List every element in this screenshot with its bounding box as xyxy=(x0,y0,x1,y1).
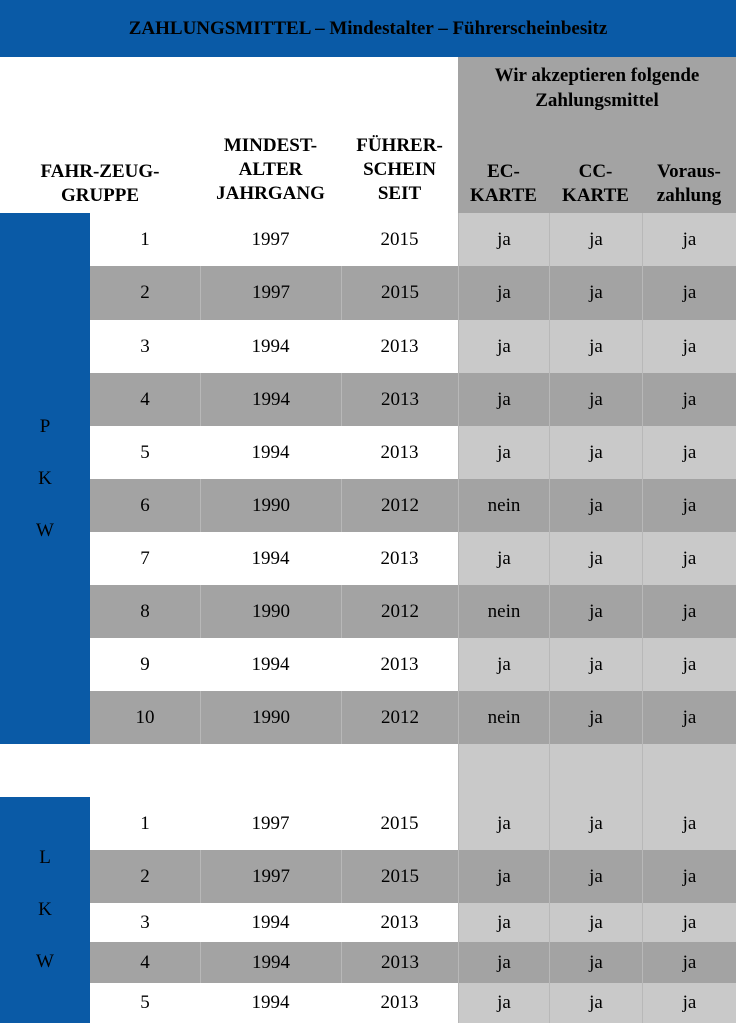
pkw-value-jahrgang: 1994 xyxy=(252,388,290,410)
lkw-cell-jahrgang xyxy=(200,983,341,1023)
lkw-cell-cc xyxy=(549,983,642,1023)
pkw-cell-ec xyxy=(458,638,549,691)
header-ec-karte-line: EC- xyxy=(487,161,520,182)
pkw-cell-ec xyxy=(458,585,549,638)
lkw-value-group: 5 xyxy=(140,992,150,1013)
lkw-value-seit: 2013 xyxy=(380,911,419,933)
lkw-value-vorauszahlung: ja xyxy=(682,951,697,973)
payment-header-title xyxy=(458,63,736,117)
lkw-cell-ec xyxy=(458,942,549,983)
pkw-value-jahrgang: 1994 xyxy=(251,547,290,569)
header-ec-karte-line: KARTE xyxy=(470,185,537,206)
pkw-value-jahrgang: 1997 xyxy=(252,282,290,303)
pkw-value-vorauszahlung: ja xyxy=(682,547,697,569)
pkw-cell-seit xyxy=(341,691,458,744)
lkw-value-seit: 2015 xyxy=(381,865,419,887)
lkw-value-cc: ja xyxy=(589,865,603,887)
pkw-letter: K xyxy=(38,467,52,489)
pkw-cell-seit xyxy=(341,585,458,638)
pkw-value-group: 9 xyxy=(140,653,150,675)
pkw-cell-vorauszahlung xyxy=(642,320,736,373)
pkw-cell-jahrgang xyxy=(200,266,341,320)
payment-title-line: Zahlungsmittel xyxy=(535,90,659,111)
lkw-value-ec: ja xyxy=(497,911,511,933)
pkw-value-seit: 2013 xyxy=(380,441,419,463)
payment-title-line: Wir akzeptieren folgende xyxy=(494,65,700,86)
pkw-cell-cc xyxy=(549,585,642,638)
pkw-cell-group xyxy=(90,585,200,638)
pkw-cell-cc xyxy=(549,320,642,373)
pkw-cell-cc xyxy=(549,638,642,691)
lkw-cell-seit xyxy=(341,903,458,942)
pkw-cell-seit xyxy=(341,266,458,320)
pkw-value-vorauszahlung: ja xyxy=(682,600,697,622)
pkw-value-ec: ja xyxy=(497,228,511,250)
pkw-value-jahrgang: 1994 xyxy=(251,335,290,357)
pkw-cell-jahrgang xyxy=(200,213,341,266)
lkw-cell-ec xyxy=(458,797,549,850)
pkw-value-group: 5 xyxy=(140,441,150,463)
lkw-cell-group xyxy=(90,942,200,983)
lkw-value-seit: 2013 xyxy=(381,951,419,973)
lkw-cell-cc xyxy=(549,903,642,942)
pkw-cell-seit xyxy=(341,373,458,426)
pkw-value-group: 3 xyxy=(140,335,150,357)
lkw-value-jahrgang: 1997 xyxy=(252,865,290,887)
pkw-cell-jahrgang xyxy=(200,320,341,373)
pkw-value-ec: nein xyxy=(487,494,521,516)
pkw-value-ec: ja xyxy=(497,388,511,410)
pkw-cell-jahrgang xyxy=(200,691,341,744)
pkw-cell-seit xyxy=(341,213,458,266)
lkw-cell-ec xyxy=(458,983,549,1023)
pkw-value-ec: ja xyxy=(497,282,511,303)
pkw-cell-vorauszahlung xyxy=(642,691,736,744)
pkw-value-cc: ja xyxy=(589,388,603,410)
pkw-value-seit: 2012 xyxy=(381,494,419,516)
pkw-value-jahrgang: 1994 xyxy=(251,441,290,463)
lkw-letter: L xyxy=(39,847,51,868)
header-mindestalter xyxy=(200,134,341,204)
lkw-value-seit: 2013 xyxy=(380,992,419,1013)
pkw-cell-vorauszahlung xyxy=(642,373,736,426)
pkw-value-cc: ja xyxy=(589,282,603,303)
lkw-cell-jahrgang xyxy=(200,797,341,850)
lkw-cell-ec xyxy=(458,850,549,903)
pkw-cell-jahrgang xyxy=(200,426,341,479)
pkw-cell-group xyxy=(90,479,200,532)
lkw-value-jahrgang: 1994 xyxy=(252,951,290,973)
lkw-cell-group xyxy=(90,903,200,942)
pkw-value-vorauszahlung: ja xyxy=(682,282,697,303)
header-fuehrerschein-line: SEIT xyxy=(377,183,422,204)
header-mindestalter-line: JAHRGANG xyxy=(216,183,325,204)
header-cc-karte xyxy=(549,160,642,220)
pkw-cell-cc xyxy=(549,426,642,479)
header-fuehrerschein-line: FÜHRER- xyxy=(356,135,443,156)
pkw-cell-jahrgang xyxy=(200,479,341,532)
pkw-value-cc: ja xyxy=(589,600,603,622)
pkw-cell-vorauszahlung xyxy=(642,213,736,266)
pkw-cell-seit xyxy=(341,638,458,691)
pkw-cell-group xyxy=(90,320,200,373)
pkw-cell-group xyxy=(90,213,200,266)
pkw-cell-jahrgang xyxy=(200,373,341,426)
pkw-value-vorauszahlung: ja xyxy=(682,653,697,675)
pkw-cell-jahrgang xyxy=(200,532,341,585)
pkw-value-seit: 2012 xyxy=(381,600,419,622)
lkw-value-ec: ja xyxy=(497,951,511,973)
pkw-value-cc: ja xyxy=(589,494,603,516)
pkw-letter: W xyxy=(36,519,54,541)
pkw-value-seit: 2013 xyxy=(380,547,419,569)
pkw-cell-ec xyxy=(458,266,549,320)
lkw-value-jahrgang: 1994 xyxy=(251,992,290,1013)
pkw-value-cc: ja xyxy=(589,653,603,675)
pkw-value-jahrgang: 1994 xyxy=(251,653,290,675)
pkw-value-group: 1 xyxy=(140,228,150,250)
lkw-group-label xyxy=(0,797,90,1023)
lkw-letter: W xyxy=(36,951,54,972)
pkw-cell-group xyxy=(90,638,200,691)
pkw-value-seit: 2013 xyxy=(380,335,419,357)
lkw-value-cc: ja xyxy=(589,812,603,834)
pkw-value-ec: ja xyxy=(497,653,511,675)
pkw-value-vorauszahlung: ja xyxy=(682,494,697,516)
pkw-cell-seit xyxy=(341,426,458,479)
title-text: ZAHLUNGSMITTEL – Mindestalter – Führerscheinbesitz xyxy=(128,17,608,39)
pkw-cell-vorauszahlung xyxy=(642,585,736,638)
lkw-value-cc: ja xyxy=(589,911,603,933)
lkw-cell-group xyxy=(90,850,200,903)
pkw-cell-ec xyxy=(458,532,549,585)
pkw-cell-ec xyxy=(458,479,549,532)
pkw-value-group: 7 xyxy=(140,547,150,569)
pkw-value-ec: ja xyxy=(497,547,511,569)
pkw-cell-vorauszahlung xyxy=(642,638,736,691)
lkw-cell-seit xyxy=(341,797,458,850)
header-mindestalter-line: MINDEST- xyxy=(223,135,318,156)
lkw-value-vorauszahlung: ja xyxy=(682,911,697,933)
lkw-cell-vorauszahlung xyxy=(642,942,736,983)
gap-cell xyxy=(458,744,549,797)
header-fahrzeuggruppe-line: GRUPPE xyxy=(60,185,140,206)
lkw-cell-seit xyxy=(341,942,458,983)
pkw-cell-seit xyxy=(341,479,458,532)
pkw-value-group: 2 xyxy=(140,282,150,303)
pkw-value-group: 10 xyxy=(135,706,155,728)
lkw-value-ec: ja xyxy=(497,992,511,1013)
lkw-cell-vorauszahlung xyxy=(642,797,736,850)
pkw-cell-ec xyxy=(458,373,549,426)
lkw-value-seit: 2015 xyxy=(380,812,419,834)
pkw-value-cc: ja xyxy=(589,706,603,728)
pkw-value-vorauszahlung: ja xyxy=(682,388,697,410)
pkw-value-group: 4 xyxy=(140,388,150,410)
pkw-value-ec: ja xyxy=(497,441,511,463)
pkw-cell-cc xyxy=(549,266,642,320)
header-cc-karte-line: CC- xyxy=(578,161,613,182)
pkw-cell-seit xyxy=(341,532,458,585)
lkw-cell-cc xyxy=(549,850,642,903)
pkw-cell-jahrgang xyxy=(200,585,341,638)
pkw-value-ec: nein xyxy=(487,600,521,622)
pkw-group-label xyxy=(0,213,90,744)
pkw-cell-ec xyxy=(458,213,549,266)
pkw-cell-cc xyxy=(549,532,642,585)
lkw-value-jahrgang: 1994 xyxy=(251,911,290,933)
pkw-cell-jahrgang xyxy=(200,638,341,691)
pkw-value-group: 8 xyxy=(140,600,150,622)
pkw-cell-vorauszahlung xyxy=(642,266,736,320)
pkw-value-seit: 2015 xyxy=(381,282,419,303)
header-vorauszahlung xyxy=(642,160,736,220)
lkw-value-group: 1 xyxy=(140,812,150,834)
lkw-value-group: 2 xyxy=(140,865,150,887)
lkw-value-ec: ja xyxy=(497,865,511,887)
pkw-cell-ec xyxy=(458,320,549,373)
pkw-letter: P xyxy=(39,415,51,437)
pkw-value-jahrgang: 1990 xyxy=(252,494,290,516)
lkw-value-cc: ja xyxy=(589,992,603,1013)
pkw-cell-seit xyxy=(341,320,458,373)
pkw-value-group: 6 xyxy=(140,494,150,516)
pkw-cell-cc xyxy=(549,479,642,532)
lkw-value-jahrgang: 1997 xyxy=(251,812,290,834)
pkw-cell-group xyxy=(90,266,200,320)
pkw-cell-group xyxy=(90,373,200,426)
header-cc-karte-line: KARTE xyxy=(562,185,629,206)
header-fuehrerschein-line: SCHEIN xyxy=(363,159,436,180)
lkw-value-vorauszahlung: ja xyxy=(682,865,697,887)
pkw-value-vorauszahlung: ja xyxy=(682,228,697,250)
pkw-value-cc: ja xyxy=(589,547,603,569)
pkw-cell-cc xyxy=(549,691,642,744)
lkw-value-group: 4 xyxy=(140,951,150,973)
lkw-cell-jahrgang xyxy=(200,903,341,942)
pkw-value-cc: ja xyxy=(589,335,603,357)
pkw-value-ec: nein xyxy=(487,706,521,728)
lkw-cell-jahrgang xyxy=(200,850,341,903)
lkw-value-cc: ja xyxy=(589,951,603,973)
pkw-cell-group xyxy=(90,426,200,479)
lkw-letter: K xyxy=(38,899,52,920)
lkw-cell-seit xyxy=(341,850,458,903)
pkw-cell-group xyxy=(90,691,200,744)
pkw-value-seit: 2013 xyxy=(380,653,419,675)
pkw-value-vorauszahlung: ja xyxy=(682,335,697,357)
lkw-value-vorauszahlung: ja xyxy=(682,812,697,834)
lkw-cell-ec xyxy=(458,903,549,942)
pkw-value-jahrgang: 1990 xyxy=(252,600,290,622)
lkw-cell-seit xyxy=(341,983,458,1023)
pkw-cell-cc xyxy=(549,213,642,266)
header-fahrzeuggruppe xyxy=(10,160,190,220)
pkw-value-jahrgang: 1997 xyxy=(251,228,290,250)
lkw-cell-cc xyxy=(549,942,642,983)
pkw-value-ec: ja xyxy=(497,335,511,357)
pkw-value-seit: 2012 xyxy=(381,706,419,728)
pkw-cell-ec xyxy=(458,691,549,744)
header-ec-karte xyxy=(458,160,549,220)
pkw-value-seit: 2015 xyxy=(380,228,419,250)
header-vorauszahlung-line: Voraus- xyxy=(657,161,721,182)
header-mindestalter-line: ALTER xyxy=(238,159,303,180)
pkw-cell-ec xyxy=(458,426,549,479)
pkw-cell-vorauszahlung xyxy=(642,532,736,585)
pkw-cell-cc xyxy=(549,373,642,426)
pkw-cell-vorauszahlung xyxy=(642,479,736,532)
lkw-cell-jahrgang xyxy=(200,942,341,983)
pkw-value-cc: ja xyxy=(589,228,603,250)
pkw-value-seit: 2013 xyxy=(381,388,419,410)
lkw-cell-vorauszahlung xyxy=(642,903,736,942)
pkw-value-jahrgang: 1990 xyxy=(252,706,290,728)
gap-cell xyxy=(549,744,642,797)
table-title xyxy=(0,0,736,57)
lkw-cell-vorauszahlung xyxy=(642,850,736,903)
lkw-cell-group xyxy=(90,797,200,850)
pkw-value-vorauszahlung: ja xyxy=(682,706,697,728)
lkw-cell-cc xyxy=(549,797,642,850)
lkw-cell-group xyxy=(90,983,200,1023)
lkw-value-ec: ja xyxy=(497,812,511,834)
pkw-cell-vorauszahlung xyxy=(642,426,736,479)
header-fahrzeuggruppe-line: FAHR-ZEUG- xyxy=(40,161,160,182)
lkw-value-group: 3 xyxy=(140,911,150,933)
pkw-cell-group xyxy=(90,532,200,585)
pkw-value-cc: ja xyxy=(589,441,603,463)
lkw-value-vorauszahlung: ja xyxy=(682,992,697,1013)
gap-cell xyxy=(642,744,736,797)
header-fuehrerschein xyxy=(341,134,458,204)
header-vorauszahlung-line: zahlung xyxy=(656,185,722,206)
lkw-cell-vorauszahlung xyxy=(642,983,736,1023)
pkw-value-vorauszahlung: ja xyxy=(682,441,697,463)
